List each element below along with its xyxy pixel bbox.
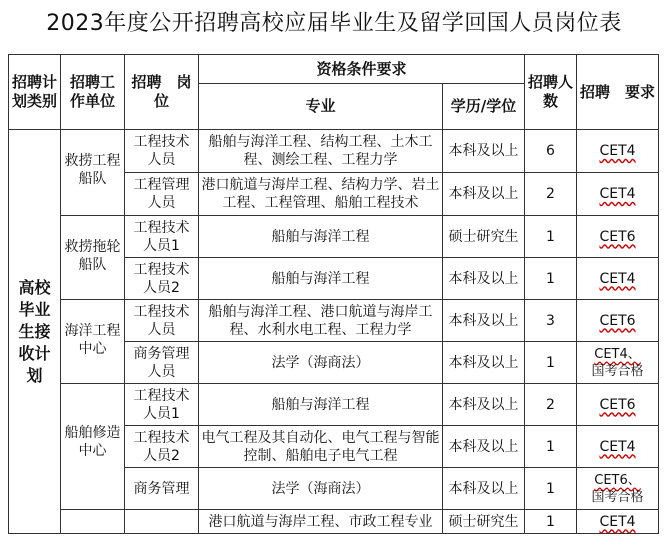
requirement-text: CET6 <box>599 228 636 245</box>
page-title: 2023年度公开招聘高校应届毕业生及留学回国人员岗位表 <box>46 11 622 36</box>
table-row <box>9 384 659 426</box>
requirement-text: CET4、 <box>594 346 641 362</box>
requirement-text: CET4 <box>599 186 636 202</box>
requirement-cell <box>577 130 659 173</box>
requirement-text: CET6 <box>599 312 636 329</box>
major-cell: 船舶与海洋工程 <box>199 216 443 258</box>
post-cell: 工程技术人员1 <box>125 216 199 258</box>
requirement-cell <box>577 342 659 384</box>
unit-cell <box>61 510 125 534</box>
major-cell: 法学（海商法） <box>199 342 443 384</box>
post-cell <box>125 510 199 534</box>
header-requirements: 招聘 要求 <box>577 55 659 130</box>
post-cell: 商务管理人员 <box>125 342 199 384</box>
major-cell: 法学（海商法） <box>199 468 443 510</box>
category-cell: 高校毕业生接收计划 <box>9 130 61 534</box>
table-row <box>9 216 659 258</box>
degree-cell: 硕士研究生 <box>443 510 525 534</box>
requirement-cell <box>577 510 659 534</box>
unit-cell: 船舶修造中心 <box>61 384 125 510</box>
major-cell: 船舶与海洋工程 <box>199 258 443 300</box>
requirement-cell <box>577 426 659 468</box>
count-cell: 1 <box>525 468 577 510</box>
unit-cell: 海洋工程中心 <box>61 300 125 384</box>
positions-table <box>8 54 659 534</box>
post-cell: 工程技术人员1 <box>125 384 199 426</box>
count-cell: 1 <box>525 510 577 534</box>
degree-cell: 硕士研究生 <box>443 216 525 258</box>
major-cell: 港口航道与海岸工程、市政工程专业 <box>199 510 443 534</box>
requirement-text-2: 国考合格 <box>591 363 644 379</box>
post-cell: 工程技术人员2 <box>125 258 199 300</box>
count-cell: 3 <box>525 300 577 342</box>
post-cell: 工程管理人员 <box>125 173 199 216</box>
degree-cell: 本科及以上 <box>443 300 525 342</box>
header-post: 招聘 岗位 <box>125 55 199 130</box>
header-qualifications: 资格条件要求 <box>199 55 525 84</box>
degree-cell: 本科及以上 <box>443 130 525 173</box>
count-cell: 6 <box>525 130 577 173</box>
requirement-text: CET6 <box>599 396 636 413</box>
degree-cell: 本科及以上 <box>443 468 525 510</box>
unit-cell: 救捞拖轮船队 <box>61 216 125 300</box>
requirement-text: CET4 <box>599 270 636 287</box>
table-row <box>9 300 659 342</box>
requirement-cell <box>577 384 659 426</box>
count-cell: 1 <box>525 258 577 300</box>
unit-cell: 救捞工程船队 <box>61 130 125 216</box>
post-cell: 商务管理 <box>125 468 199 510</box>
post-cell: 工程技术人员 <box>125 130 199 173</box>
degree-cell: 本科及以上 <box>443 258 525 300</box>
header-row-1 <box>9 55 659 84</box>
count-cell: 2 <box>525 384 577 426</box>
count-cell: 1 <box>525 426 577 468</box>
requirement-text: CET4 <box>599 143 636 159</box>
requirement-text-2: 国考合格 <box>591 489 644 505</box>
degree-cell: 本科及以上 <box>443 173 525 216</box>
major-cell: 电气工程及其自动化、电气工程与智能控制、船舶电子电气工程 <box>199 426 443 468</box>
degree-cell: 本科及以上 <box>443 384 525 426</box>
header-unit: 招聘工作单位 <box>61 55 125 130</box>
major-cell: 港口航道与海岸工程、结构力学、岩土工程、工程管理、船舶工程技术 <box>199 173 443 216</box>
requirement-cell <box>577 258 659 300</box>
table-row <box>9 510 659 534</box>
post-cell: 工程技术人员 <box>125 300 199 342</box>
degree-cell: 本科及以上 <box>443 342 525 384</box>
requirement-cell <box>577 468 659 510</box>
count-cell: 1 <box>525 216 577 258</box>
major-cell: 船舶与海洋工程、结构工程、土木工程、测绘工程、工程力学 <box>199 130 443 173</box>
post-cell: 工程技术人员2 <box>125 426 199 468</box>
count-cell: 1 <box>525 342 577 384</box>
major-cell: 船舶与海洋工程、港口航道与海岸工程、水利水电工程、工程力学 <box>199 300 443 342</box>
requirement-text: CET4 <box>599 438 636 455</box>
major-cell: 船舶与海洋工程 <box>199 384 443 426</box>
table-row <box>9 130 659 173</box>
header-major: 专业 <box>199 84 443 130</box>
requirement-cell <box>577 173 659 216</box>
requirement-text: CET6、 <box>594 472 641 488</box>
count-cell: 2 <box>525 173 577 216</box>
requirement-cell <box>577 216 659 258</box>
header-category: 招聘计划类别 <box>9 55 61 130</box>
requirement-text: CET4 <box>599 513 636 530</box>
requirement-cell <box>577 300 659 342</box>
degree-cell: 本科及以上 <box>443 426 525 468</box>
header-degree: 学历/学位 <box>443 84 525 130</box>
header-count: 招聘人数 <box>525 55 577 130</box>
